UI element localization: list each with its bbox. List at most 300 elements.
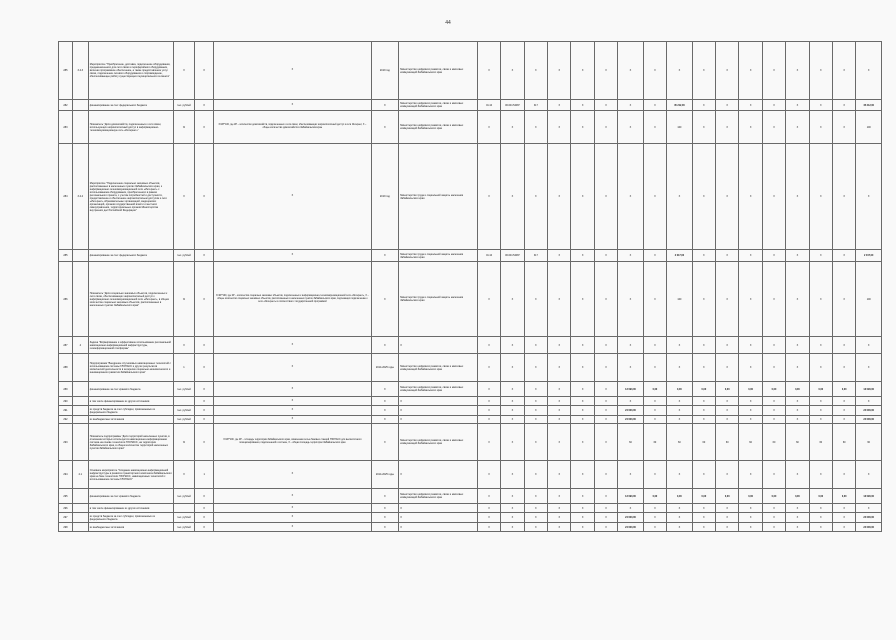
cell-year-2023: Х [762,354,785,382]
cell-year-2022: Х [739,42,762,100]
cell-total: Х [856,354,882,382]
table-row [59,406,882,416]
cell-year-2015: Х [571,100,594,111]
cell-item-name: финансирование за счет краевого бюджета [88,489,173,504]
cell-responsible: Министерство цифрового развития, связи и массовых коммуникаций Забайкальского края [399,111,478,144]
cell-total: 60 [856,424,882,461]
cell-year-2025: Х [809,42,832,100]
cell-year-2017: Х [618,337,644,354]
cell-total: 24 000,00 [856,416,882,424]
cell-code-csr: Х [501,382,524,397]
cell-calc-method: Х [214,100,371,111]
cell-year-2022: Х [739,144,762,250]
cell-year-2018: Х [643,504,666,513]
cell-year-2016: Х [594,424,617,461]
cell-total: Х [856,461,882,489]
cell-total: 24 000,00 [856,523,882,532]
cell-year-2025: Х [809,513,832,523]
cell-total: 13 090,00 [856,382,882,397]
table-row [59,337,882,354]
cell-code-vr: Х [524,262,547,337]
cell-year-2019: Х [667,354,693,382]
cell-year-2017: Х [618,42,644,100]
cell-extra: Х [832,354,855,382]
cell-year-2023: Х [762,523,785,532]
cell-year-2019: Х [667,504,693,513]
cell-code-grbs: Х [477,111,500,144]
cell-extra: Х [832,504,855,513]
cell-extra: Х [832,416,855,424]
cell-calc-method: Х [214,144,371,250]
cell-year-2021: Х [716,111,739,144]
cell-calc-method: Х [214,354,371,382]
cell-calc-method: Х [214,504,371,513]
cell-total: Х [856,337,882,354]
cell-period: Х [371,416,399,424]
cell-year-2020: Х [692,337,715,354]
cell-unit [173,397,194,406]
cell-unit: тыс. рублей [173,250,194,262]
cell-total: 2 017,00 [856,250,882,262]
cell-period: Х [371,382,399,397]
cell-year-2023: Х [762,406,785,416]
cell-year-2025: 0,00 [809,382,832,397]
cell-year-2022: Х [739,354,762,382]
cell-period: Х [371,424,399,461]
cell-code-grbs: Х [477,523,500,532]
cell-year-2019: Х [667,513,693,523]
cell-year-2024: Х [786,397,809,406]
cell-year-2015: Х [571,337,594,354]
cell-calc-method: Х [214,42,371,100]
cell-year-2023: Х [762,397,785,406]
cell-extra: Х [832,513,855,523]
cell-weight: Х [195,523,214,532]
cell-year-2019: 100 [667,262,693,337]
cell-unit: тыс. рублей [173,406,194,416]
cell-period: Х [371,513,399,523]
cell-extra: Х [832,42,855,100]
cell-year-2018: 0,00 [643,382,666,397]
cell-code-csr: Х [501,489,524,504]
cell-year-2015: Х [571,111,594,144]
cell-item-name: из средств бюджета за счет субсидии, привлекаемых из федерального бюджета [88,513,173,523]
cell-year-2018: Х [643,513,666,523]
cell-weight: Х [195,513,214,523]
cell-item-code [72,354,88,382]
cell-unit: % [173,262,194,337]
cell-year-2015: Х [571,504,594,513]
cell-year-2024: Х [786,406,809,416]
cell-code-csr: Х [501,111,524,144]
cell-year-2017: 24 000,00 [618,416,644,424]
cell-year-2025: Х [809,100,832,111]
cell-year-2016: Х [594,416,617,424]
cell-year-2014: Х [548,424,571,461]
cell-year-2021: 60 [716,424,739,461]
cell-calc-method: Х [214,406,371,416]
cell-item-code [72,424,88,461]
cell-year-2016: Х [594,354,617,382]
cell-item-name: Мероприятие "Подключение социально значимых объектов, расположенных в населенных пунктах Забайкальского края, к информационно-телекоммуникационной сети «Интернет» с использованием оборудования, приобретенного в рамках регионального проекта, с учетом потребностей и доступности, предоставление и обеспечение широкополосным доступом к сети «Интернет» образовательных организаций, медицинских организаций, органов государственной власти и местного самоуправления, территориальных органов Министерства внутренних дел Российской Федерации" [88,144,173,250]
cell-unit: тыс. рублей [173,416,194,424]
cell-calc-method: Х [214,337,371,354]
cell-period: Х [371,337,399,354]
cell-year-2016: Х [594,406,617,416]
cell-year-2018: Х [643,100,666,111]
cell-year-2020: Х [692,416,715,424]
cell-code-csr: 06.004.54087 [501,100,524,111]
cell-code-vr: Х [524,523,547,532]
cell-year-2024: Х [786,100,809,111]
cell-year-2014: Х [548,42,571,100]
cell-code-grbs: Х [477,382,500,397]
cell-year-2023: 0,00 [762,489,785,504]
cell-unit: Х [173,144,194,250]
cell-item-name: финансирование за счет федерального бюджета [88,100,173,111]
cell-total: 45 212,00 [856,100,882,111]
cell-code-vr: Х [524,382,547,397]
cell-year-2014: Х [548,354,571,382]
cell-code-grbs: Х [477,144,500,250]
cell-extra: Х [832,337,855,354]
cell-calc-method: Х [214,489,371,504]
cell-year-2019: Х [667,397,693,406]
cell-responsible: Х [399,513,478,523]
cell-year-2025: Х [809,250,832,262]
cell-year-2025: Х [809,354,832,382]
cell-year-2014: Х [548,250,571,262]
cell-total: 100 [856,262,882,337]
cell-responsible: Х [399,461,478,489]
cell-year-2022: Х [739,262,762,337]
cell-year-2025: Х [809,523,832,532]
cell-weight: Х [195,504,214,513]
cell-code-grbs: Х [477,416,500,424]
cell-year-2022: Х [739,337,762,354]
cell-weight: Х [195,382,214,397]
cell-year-2024: Х [786,416,809,424]
cell-code-grbs: Х [477,424,500,461]
cell-code-grbs: 01.10 [477,250,500,262]
table-row [59,354,882,382]
cell-code-vr: 317 [524,250,547,262]
cell-year-2022: Х [739,416,762,424]
cell-code-grbs: Х [477,489,500,504]
cell-year-2021: Х [716,397,739,406]
cell-year-2022: Х [739,461,762,489]
cell-year-2024: Х [786,111,809,144]
cell-year-2023: Х [762,144,785,250]
cell-code-vr: Х [524,111,547,144]
table-row [59,111,882,144]
cell-year-2023: Х [762,461,785,489]
cell-item-name: финансирование за счет федерального бюджета [88,250,173,262]
cell-code-csr: Х [501,424,524,461]
cell-code-grbs: Х [477,262,500,337]
cell-year-2025: Х [809,416,832,424]
cell-responsible: Министерство цифрового развития, связи и массовых коммуникаций Забайкальского края [399,382,478,397]
cell-total: Х [856,42,882,100]
cell-row-number: 296 [59,504,73,513]
cell-year-2016: Х [594,461,617,489]
cell-item-code [72,523,88,532]
cell-year-2024: Х [786,250,809,262]
cell-code-grbs: Х [477,461,500,489]
table-row [59,100,882,111]
cell-row-number: 286 [59,262,73,337]
cell-code-csr: Х [501,406,524,416]
cell-extra: Х [832,397,855,406]
cell-code-grbs: Х [477,354,500,382]
cell-year-2014: Х [548,382,571,397]
cell-item-name: Показатель "Доля домохозяйств, подключенных к сети связи, использующих широкополосный доступ в информационно-телекоммуникационную сеть «Интернет»" [88,111,173,144]
cell-row-number: 294 [59,461,73,489]
cell-item-code [72,504,88,513]
cell-year-2014: Х [548,262,571,337]
cell-responsible: Министерство цифрового развития, связи и массовых коммуникаций Забайкальского края [399,354,478,382]
cell-year-2015: Х [571,461,594,489]
cell-year-2016: Х [594,513,617,523]
table-row [59,397,882,406]
cell-year-2019: 0,00 [667,382,693,397]
cell-year-2025: Х [809,461,832,489]
cell-weight: Х [195,42,214,100]
cell-year-2022: Х [739,111,762,144]
cell-year-2022: Х [739,406,762,416]
cell-year-2023: Х [762,513,785,523]
cell-weight: Х [195,424,214,461]
table-row [59,416,882,424]
cell-year-2015: Х [571,424,594,461]
cell-code-grbs: Х [477,42,500,100]
cell-year-2019: Х [667,523,693,532]
cell-year-2021: Х [716,144,739,250]
cell-year-2019: 2 017,00 [667,250,693,262]
cell-year-2020: Х [692,100,715,111]
cell-year-2020: Х [692,504,715,513]
cell-year-2020: Х [692,523,715,532]
table-row [59,250,882,262]
cell-code-grbs: Х [477,397,500,406]
cell-code-vr: Х [524,461,547,489]
cell-code-grbs: Х [477,504,500,513]
cell-weight: Х [195,250,214,262]
cell-responsible: Министерство труда и социальной защиты населения Забайкальского края [399,250,478,262]
cell-year-2015: Х [571,262,594,337]
cell-period: Х [371,111,399,144]
cell-year-2020: Х [692,397,715,406]
cell-year-2024: Х [786,523,809,532]
cell-year-2016: Х [594,397,617,406]
cell-year-2014: Х [548,461,571,489]
cell-year-2016: Х [594,262,617,337]
cell-year-2014: Х [548,523,571,532]
cell-code-grbs: Х [477,337,500,354]
cell-period: Х [371,489,399,504]
cell-extra: Х [832,262,855,337]
cell-item-code: 4 [72,337,88,354]
cell-year-2020: Х [692,42,715,100]
cell-item-name: в том числе финансирование из других источников [88,504,173,513]
cell-year-2018: Х [643,461,666,489]
cell-year-2021: Х [716,100,739,111]
cell-year-2016: Х [594,250,617,262]
cell-weight: Х [195,416,214,424]
cell-code-vr: Х [524,489,547,504]
cell-code-csr: Х [501,513,524,523]
table-row [59,262,882,337]
cell-year-2019: Х [667,406,693,416]
cell-year-2021: Х [716,513,739,523]
cell-item-name: Мероприятие "Приобретение, доставка, подключение оборудования, предназначенного для сети связи и периферийного оборудования, включая программное обеспечение, а также предоставление услуг связи, подключение сетевого оборудования и сопровождение, обеспечивающее работу существующего муниципального сегмента" [88,42,173,100]
cell-year-2024: Х [786,337,809,354]
cell-item-name: Основное мероприятие "Создание навигационно-информационной инфраструктуры в развитии транспортного комплекса Забайкальского края на базе технологии ГЛОНАСС, навигационных технологий с использованием системы ГЛОНАСС" [88,461,173,489]
cell-year-2017: Х [618,262,644,337]
cell-year-2014: Х [548,416,571,424]
cell-year-2017: 24 000,00 [618,523,644,532]
cell-year-2019: 0,00 [667,489,693,504]
cell-year-2019: Х [667,337,693,354]
cell-item-name: из внебюджетных источников [88,523,173,532]
cell-calc-method: Х [214,513,371,523]
cell-year-2020: Х [692,354,715,382]
cell-row-number: 292 [59,416,73,424]
cell-extra: Х [832,523,855,532]
cell-calc-method: Х [214,523,371,532]
cell-responsible: Х [399,397,478,406]
cell-year-2025: Х [809,406,832,416]
cell-row-number: 287 [59,337,73,354]
cell-period: Х [371,100,399,111]
cell-year-2019: 60 [667,424,693,461]
cell-row-number: 288 [59,354,73,382]
table-row [59,513,882,523]
cell-row-number: 297 [59,513,73,523]
cell-period: 2014-2025 годы [371,354,399,382]
table-row [59,382,882,397]
cell-year-2014: Х [548,504,571,513]
cell-year-2017: 13 090,00 [618,489,644,504]
cell-year-2016: Х [594,111,617,144]
cell-extra: Х [832,111,855,144]
cell-year-2022: Х [739,250,762,262]
cell-year-2022: 60 [739,424,762,461]
cell-weight: Х [195,337,214,354]
cell-year-2020: 60 [692,424,715,461]
cell-year-2025: Х [809,111,832,144]
cell-year-2020: 0,00 [692,382,715,397]
cell-item-code [72,262,88,337]
cell-row-number: 284 [59,144,73,250]
cell-weight: Х [195,100,214,111]
cell-year-2015: Х [571,489,594,504]
cell-year-2015: Х [571,354,594,382]
cell-year-2015: Х [571,144,594,250]
cell-extra: 0,00 [832,489,855,504]
cell-total: 24 000,00 [856,513,882,523]
cell-year-2022: Х [739,513,762,523]
cell-responsible: Министерство цифрового развития, связи и массовых коммуникаций Забайкальского края [399,424,478,461]
cell-unit: тыс. рублей [173,382,194,397]
table-row [59,489,882,504]
cell-year-2021: Х [716,523,739,532]
cell-code-csr: 06.004.54087 [501,250,524,262]
table-row [59,144,882,250]
cell-unit: Х [173,337,194,354]
cell-year-2018: Х [643,111,666,144]
cell-item-code [72,416,88,424]
cell-period: Х [371,397,399,406]
cell-year-2018: 60 [643,424,666,461]
cell-year-2020: Х [692,262,715,337]
cell-unit: % [173,111,194,144]
cell-responsible: Х [399,337,478,354]
cell-row-number: 293 [59,424,73,461]
cell-row-number: 285 [59,42,73,100]
cell-year-2024: 0,00 [786,489,809,504]
cell-year-2024: 60 [786,424,809,461]
cell-code-csr: Х [501,42,524,100]
cell-code-vr: Х [524,397,547,406]
program-table [58,41,882,532]
cell-year-2024: Х [786,461,809,489]
cell-year-2022: Х [739,504,762,513]
cell-row-number: 290 [59,397,73,406]
cell-year-2020: Х [692,461,715,489]
cell-year-2021: Х [716,504,739,513]
cell-calc-method: Х=КР*100, где КР – количество домохозяйств, подключенных к сети связи, обеспечивающих широкополосный доступ к сети Интернет, Х – общее количество домохозяйств в Забайкальском крае [214,111,371,144]
cell-year-2025: Х [809,262,832,337]
cell-year-2015: Х [571,382,594,397]
cell-extra: Х [832,250,855,262]
cell-year-2014: Х [548,489,571,504]
cell-unit: тыс. рублей [173,523,194,532]
cell-responsible: Х [399,523,478,532]
cell-year-2025: Х [809,504,832,513]
cell-year-2018: Х [643,397,666,406]
cell-year-2022: Х [739,397,762,406]
cell-extra: Х [832,406,855,416]
cell-period: Х [371,504,399,513]
cell-responsible: Министерство труда и социальной защиты населения Забайкальского края [399,144,478,250]
cell-year-2017: 24 000,00 [618,513,644,523]
cell-year-2024: Х [786,144,809,250]
cell-code-csr: Х [501,262,524,337]
cell-responsible: Х [399,416,478,424]
cell-code-csr: Х [501,504,524,513]
cell-code-vr: Х [524,144,547,250]
cell-year-2023: Х [762,504,785,513]
cell-year-2022: Х [739,100,762,111]
cell-year-2017: Х [618,461,644,489]
cell-calc-method: Х=КР*100, где КР – количество социально значимых объектов, подключенных к информационно-телекоммуникационной сети «Интернет», Х – общее количество социально значимых объектов, расположенных в населенных пунктах Забайкальского края, подлежащих подключению к сети «Интернет» в соответствии с государственной программой [214,262,371,337]
cell-year-2025: Х [809,337,832,354]
cell-year-2014: Х [548,144,571,250]
cell-total: Х [856,397,882,406]
cell-code-csr: Х [501,397,524,406]
cell-item-name: из внебюджетных источников [88,416,173,424]
cell-code-csr: Х [501,416,524,424]
cell-year-2022: 0,00 [739,382,762,397]
cell-calc-method: Х [214,250,371,262]
cell-item-code [72,250,88,262]
cell-unit: тыс. рублей [173,489,194,504]
cell-row-number: 282 [59,100,73,111]
cell-calc-method: Х [214,382,371,397]
cell-unit: 1 [173,354,194,382]
cell-year-2018: Х [643,416,666,424]
